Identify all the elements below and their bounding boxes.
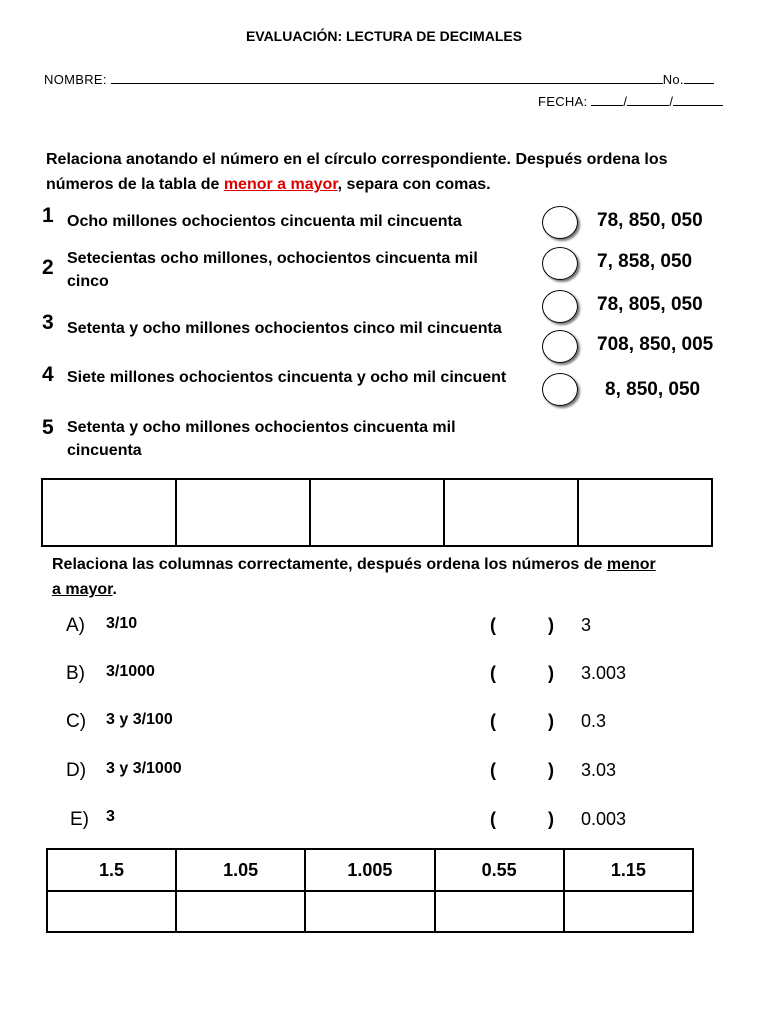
section1-instruction	[46, 147, 736, 197]
decimal-option: 0.3	[581, 711, 607, 731]
item-text: Siete millones ochocientos cincuenta y ocho mil cincuent	[67, 369, 507, 386]
paren-open: (	[490, 760, 496, 780]
paren-open: (	[490, 663, 496, 683]
paren-close: )	[548, 711, 554, 731]
number-option: 8, 850, 050	[605, 379, 701, 400]
instruction-underline: menor	[606, 556, 656, 573]
fraction-text: 3 y 3/100	[106, 711, 173, 728]
paren-open: (	[490, 809, 496, 829]
fraction-text: 3	[106, 808, 115, 825]
answer-blank[interactable]	[502, 757, 546, 785]
name-label: NOMBRE:	[44, 72, 107, 87]
item-number: 3	[42, 311, 54, 334]
instruction-text: .	[112, 581, 117, 598]
item-text: Ocho millones ochocientos cincuenta mil cincuenta	[67, 213, 462, 230]
answer-cell[interactable]	[435, 891, 564, 932]
row-letter: D)	[66, 760, 87, 781]
table-header-cell: 1.15	[564, 849, 693, 891]
number-label: No.	[662, 72, 684, 87]
answer-blank[interactable]	[502, 708, 546, 736]
fraction-text: 3/10	[106, 615, 138, 632]
number-option: 78, 850, 050	[597, 210, 703, 231]
date-separator: /	[623, 94, 628, 109]
instruction-text: Relaciona anotando el número en el círculo correspondiente. Después ordena los números de la tabla de	[46, 151, 668, 193]
decimal-option: 0.003	[581, 809, 627, 829]
answer-circle[interactable]	[542, 247, 578, 280]
instruction-underline: a mayor	[52, 581, 113, 598]
date-row	[538, 93, 723, 109]
decimal-option: 3.03	[581, 760, 617, 780]
answer-cell[interactable]	[310, 479, 444, 546]
item-number: 2	[42, 256, 54, 279]
item-text: Setecientas ocho millones, ochocientos cincuenta mil cinco	[67, 250, 478, 290]
date-separator: /	[669, 94, 674, 109]
number-option: 78, 805, 050	[597, 294, 703, 315]
number-field[interactable]	[684, 71, 714, 84]
answer-circle[interactable]	[542, 373, 578, 406]
fraction-text: 3/1000	[106, 663, 155, 680]
name-field[interactable]	[111, 71, 663, 84]
answer-cell[interactable]	[578, 479, 712, 546]
item-number: 4	[42, 363, 54, 386]
paren-close: )	[548, 663, 554, 683]
answer-cell[interactable]	[176, 891, 305, 932]
order-table-2	[46, 848, 694, 933]
paren-open: (	[490, 711, 496, 731]
item-text: Setenta y ocho millones ochocientos cincuenta mil cincuenta	[67, 419, 456, 459]
fraction-text: 3 y 3/1000	[106, 760, 182, 777]
answer-circle[interactable]	[542, 206, 578, 239]
paren-close: )	[548, 760, 554, 780]
instruction-highlight: menor a mayor	[223, 176, 338, 193]
answer-blank[interactable]	[502, 660, 546, 688]
item-number: 1	[42, 204, 54, 227]
number-option: 708, 850, 005	[597, 334, 714, 355]
table-header-cell: 1.005	[305, 849, 434, 891]
decimal-option: 3.003	[581, 663, 627, 683]
name-row	[44, 71, 714, 87]
table-header-cell: 1.05	[176, 849, 305, 891]
answer-blank[interactable]	[502, 612, 546, 640]
answer-cell[interactable]	[444, 479, 578, 546]
table-header-cell: 0.55	[435, 849, 564, 891]
instruction-text: , separa con comas.	[337, 176, 491, 193]
date-month-field[interactable]	[627, 93, 669, 106]
row-letter: E)	[70, 809, 89, 830]
row-letter: C)	[66, 711, 87, 732]
answer-circle[interactable]	[542, 290, 578, 323]
paren-close: )	[548, 615, 554, 635]
date-day-field[interactable]	[591, 93, 623, 106]
decimal-option: 3	[581, 615, 592, 635]
answer-cell[interactable]	[176, 479, 310, 546]
item-number: 5	[42, 416, 54, 439]
order-table-1	[41, 478, 713, 547]
answer-cell[interactable]	[305, 891, 434, 932]
paren-open: (	[490, 615, 496, 635]
answer-circle[interactable]	[542, 330, 578, 363]
page-title: EVALUACIÓN: LECTURA DE DECIMALES	[245, 28, 523, 44]
paren-close: )	[548, 809, 554, 829]
instruction-text: Relaciona las columnas correctamente, después ordena los números de	[52, 556, 607, 573]
answer-blank[interactable]	[502, 806, 546, 834]
number-option: 7, 858, 050	[597, 251, 693, 272]
section2-instruction	[52, 552, 712, 602]
answer-cell[interactable]	[564, 891, 693, 932]
item-text: Setenta y ocho millones ochocientos cinco mil cincuenta	[67, 320, 502, 337]
row-letter: A)	[66, 615, 85, 636]
date-year-field[interactable]	[673, 93, 723, 106]
answer-cell[interactable]	[47, 891, 176, 932]
answer-cell[interactable]	[42, 479, 176, 546]
row-letter: B)	[66, 663, 85, 684]
table-header-cell: 1.5	[47, 849, 176, 891]
date-label: FECHA:	[538, 94, 588, 109]
